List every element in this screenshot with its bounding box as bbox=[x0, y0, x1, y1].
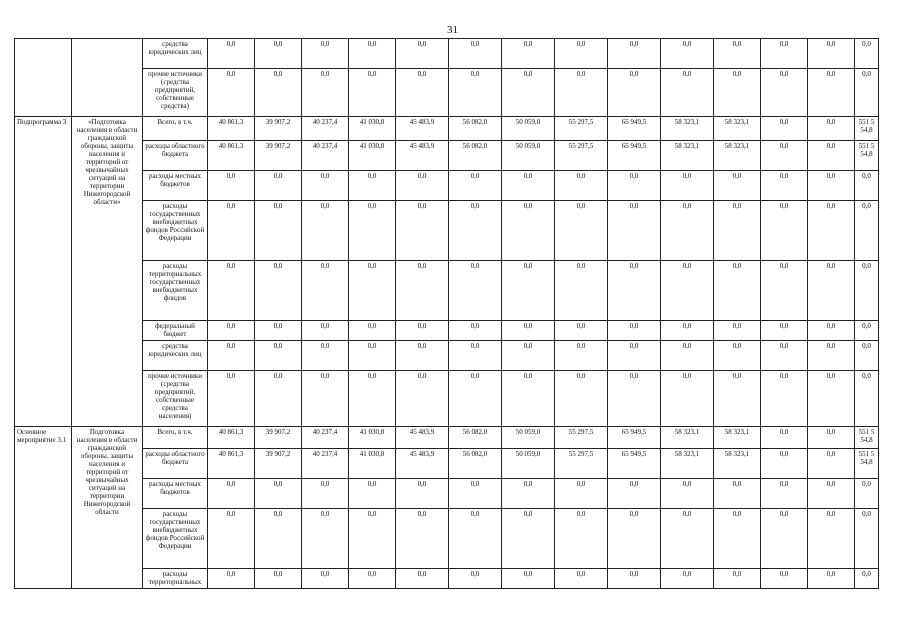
value-cell: 0,0 bbox=[255, 39, 302, 69]
value-cell: 0,0 bbox=[855, 171, 879, 201]
value-cell: 0,0 bbox=[808, 449, 855, 479]
value-cell: 58 323,1 bbox=[661, 449, 714, 479]
value-cell: 0,0 bbox=[255, 569, 302, 589]
value-cell: 50 059,0 bbox=[502, 141, 555, 171]
value-cell: 0,0 bbox=[555, 371, 608, 427]
value-cell: 0,0 bbox=[808, 69, 855, 117]
table-row bbox=[15, 261, 879, 321]
value-cell: 0,0 bbox=[761, 141, 808, 171]
value-cell: 0,0 bbox=[449, 509, 502, 569]
value-cell: 0,0 bbox=[449, 69, 502, 117]
value-cell: 0,0 bbox=[255, 509, 302, 569]
table-row bbox=[15, 39, 879, 69]
value-cell: 50 059,0 bbox=[502, 427, 555, 449]
value-cell: 0,0 bbox=[502, 321, 555, 341]
value-cell: 551 554,8 bbox=[855, 141, 879, 171]
value-cell: 0,0 bbox=[608, 201, 661, 261]
value-cell: 0,0 bbox=[855, 509, 879, 569]
value-cell: 0,0 bbox=[661, 171, 714, 201]
value-cell: 45 483,9 bbox=[396, 427, 449, 449]
program-cell bbox=[15, 39, 72, 117]
value-cell: 0,0 bbox=[349, 479, 396, 509]
value-cell: 55 297,5 bbox=[555, 449, 608, 479]
value-cell: 0,0 bbox=[555, 261, 608, 321]
value-cell: 0,0 bbox=[808, 569, 855, 589]
funding-source-cell: расходы государственных внебюджетных фондов Российской Федерации bbox=[143, 509, 208, 569]
value-cell: 56 082,0 bbox=[449, 141, 502, 171]
value-cell: 0,0 bbox=[302, 171, 349, 201]
value-cell: 0,0 bbox=[396, 321, 449, 341]
value-cell: 0,0 bbox=[661, 201, 714, 261]
value-cell: 551 554,8 bbox=[855, 117, 879, 141]
value-cell: 0,0 bbox=[761, 427, 808, 449]
funding-source-cell: Всего, в т.ч. bbox=[143, 117, 208, 141]
table-row bbox=[15, 427, 879, 449]
value-cell: 0,0 bbox=[396, 201, 449, 261]
value-cell: 0,0 bbox=[502, 569, 555, 589]
funding-source-cell: расходы местных бюджетов bbox=[143, 479, 208, 509]
value-cell: 0,0 bbox=[396, 171, 449, 201]
table-row bbox=[15, 117, 879, 141]
table-row bbox=[15, 569, 879, 589]
funding-source-cell: расходы территориальных государственных внебюджетных фондов bbox=[143, 261, 208, 321]
value-cell: 0,0 bbox=[855, 341, 879, 371]
value-cell: 0,0 bbox=[761, 321, 808, 341]
value-cell: 0,0 bbox=[255, 479, 302, 509]
value-cell: 58 323,1 bbox=[714, 449, 761, 479]
program-name-cell bbox=[72, 39, 143, 117]
value-cell: 40 237,4 bbox=[302, 141, 349, 171]
value-cell: 0,0 bbox=[714, 39, 761, 69]
value-cell: 0,0 bbox=[255, 171, 302, 201]
value-cell: 58 323,1 bbox=[661, 427, 714, 449]
value-cell: 0,0 bbox=[661, 509, 714, 569]
value-cell: 0,0 bbox=[608, 261, 661, 321]
value-cell: 0,0 bbox=[302, 569, 349, 589]
value-cell: 0,0 bbox=[761, 449, 808, 479]
funding-source-cell: расходы местных бюджетов bbox=[143, 171, 208, 201]
value-cell: 551 554,8 bbox=[855, 427, 879, 449]
table-row bbox=[15, 171, 879, 201]
value-cell: 0,0 bbox=[349, 569, 396, 589]
value-cell: 0,0 bbox=[808, 261, 855, 321]
value-cell: 0,0 bbox=[761, 171, 808, 201]
value-cell: 56 082,0 bbox=[449, 117, 502, 141]
value-cell: 0,0 bbox=[761, 341, 808, 371]
value-cell: 0,0 bbox=[714, 261, 761, 321]
funding-source-cell: расходы территориальных bbox=[143, 569, 208, 589]
value-cell: 56 082,0 bbox=[449, 449, 502, 479]
value-cell: 0,0 bbox=[208, 341, 255, 371]
value-cell: 0,0 bbox=[555, 341, 608, 371]
value-cell: 65 949,5 bbox=[608, 141, 661, 171]
value-cell: 0,0 bbox=[714, 69, 761, 117]
value-cell: 0,0 bbox=[808, 509, 855, 569]
table-row bbox=[15, 69, 879, 117]
program-cell: Подпрограмма 3 bbox=[15, 117, 72, 427]
table-body bbox=[15, 39, 879, 589]
value-cell: 40 861,3 bbox=[208, 427, 255, 449]
value-cell: 0,0 bbox=[808, 341, 855, 371]
value-cell: 39 907,2 bbox=[255, 141, 302, 171]
value-cell: 0,0 bbox=[714, 509, 761, 569]
value-cell: 0,0 bbox=[449, 171, 502, 201]
value-cell: 0,0 bbox=[555, 201, 608, 261]
table-row bbox=[15, 371, 879, 427]
value-cell: 0,0 bbox=[255, 341, 302, 371]
program-name-cell: Подготовка населения в области гражданской обороны, защиты населения и территорий от чрезвычайных ситуаций на территории Нижегородской области bbox=[72, 427, 143, 589]
value-cell: 0,0 bbox=[349, 371, 396, 427]
value-cell: 40 861,3 bbox=[208, 141, 255, 171]
value-cell: 0,0 bbox=[302, 69, 349, 117]
value-cell: 58 323,1 bbox=[714, 141, 761, 171]
value-cell: 41 030,8 bbox=[349, 427, 396, 449]
value-cell: 0,0 bbox=[608, 171, 661, 201]
value-cell: 41 030,8 bbox=[349, 117, 396, 141]
value-cell: 45 483,9 bbox=[396, 117, 449, 141]
value-cell: 0,0 bbox=[302, 201, 349, 261]
value-cell: 0,0 bbox=[808, 371, 855, 427]
value-cell: 0,0 bbox=[349, 171, 396, 201]
value-cell: 0,0 bbox=[396, 69, 449, 117]
value-cell: 0,0 bbox=[449, 201, 502, 261]
value-cell: 0,0 bbox=[502, 261, 555, 321]
value-cell: 0,0 bbox=[761, 39, 808, 69]
value-cell: 0,0 bbox=[714, 201, 761, 261]
value-cell: 0,0 bbox=[502, 39, 555, 69]
value-cell: 0,0 bbox=[349, 321, 396, 341]
value-cell: 0,0 bbox=[555, 321, 608, 341]
value-cell: 0,0 bbox=[661, 39, 714, 69]
value-cell: 0,0 bbox=[396, 341, 449, 371]
value-cell: 0,0 bbox=[555, 39, 608, 69]
funding-source-cell: расходы областного бюджета bbox=[143, 449, 208, 479]
value-cell: 0,0 bbox=[255, 321, 302, 341]
value-cell: 0,0 bbox=[808, 117, 855, 141]
value-cell: 0,0 bbox=[608, 69, 661, 117]
value-cell: 45 483,9 bbox=[396, 449, 449, 479]
value-cell: 0,0 bbox=[855, 569, 879, 589]
value-cell: 0,0 bbox=[714, 371, 761, 427]
value-cell: 39 907,2 bbox=[255, 117, 302, 141]
value-cell: 0,0 bbox=[808, 39, 855, 69]
value-cell: 0,0 bbox=[761, 117, 808, 141]
value-cell: 0,0 bbox=[349, 341, 396, 371]
table-row bbox=[15, 141, 879, 171]
value-cell: 0,0 bbox=[502, 479, 555, 509]
value-cell: 0,0 bbox=[808, 321, 855, 341]
value-cell: 58 323,1 bbox=[661, 141, 714, 171]
value-cell: 0,0 bbox=[714, 321, 761, 341]
value-cell: 0,0 bbox=[208, 39, 255, 69]
value-cell: 0,0 bbox=[808, 141, 855, 171]
value-cell: 0,0 bbox=[855, 479, 879, 509]
funding-source-cell: средства юридических лиц bbox=[143, 341, 208, 371]
value-cell: 0,0 bbox=[855, 321, 879, 341]
value-cell: 0,0 bbox=[396, 509, 449, 569]
value-cell: 0,0 bbox=[714, 171, 761, 201]
value-cell: 58 323,1 bbox=[714, 117, 761, 141]
value-cell: 39 907,2 bbox=[255, 449, 302, 479]
value-cell: 0,0 bbox=[396, 371, 449, 427]
value-cell: 0,0 bbox=[396, 39, 449, 69]
value-cell: 0,0 bbox=[761, 509, 808, 569]
value-cell: 0,0 bbox=[396, 261, 449, 321]
value-cell: 0,0 bbox=[608, 321, 661, 341]
value-cell: 0,0 bbox=[555, 479, 608, 509]
value-cell: 0,0 bbox=[449, 39, 502, 69]
program-name-cell: «Подготовка населения в области гражданской обороны, защиты населения и территорий от чрезвычайных ситуаций на территории Нижегородской области» bbox=[72, 117, 143, 427]
value-cell: 0,0 bbox=[208, 69, 255, 117]
value-cell: 551 554,8 bbox=[855, 449, 879, 479]
value-cell: 0,0 bbox=[396, 569, 449, 589]
value-cell: 0,0 bbox=[449, 321, 502, 341]
value-cell: 40 861,3 bbox=[208, 449, 255, 479]
value-cell: 65 949,5 bbox=[608, 427, 661, 449]
value-cell: 0,0 bbox=[449, 371, 502, 427]
value-cell: 0,0 bbox=[302, 321, 349, 341]
value-cell: 0,0 bbox=[208, 509, 255, 569]
value-cell: 0,0 bbox=[449, 569, 502, 589]
value-cell: 65 949,5 bbox=[608, 117, 661, 141]
value-cell: 0,0 bbox=[255, 201, 302, 261]
table-row bbox=[15, 201, 879, 261]
value-cell: 0,0 bbox=[302, 39, 349, 69]
value-cell: 0,0 bbox=[208, 171, 255, 201]
value-cell: 55 297,5 bbox=[555, 117, 608, 141]
program-cell: Основное мероприятие 3.1 bbox=[15, 427, 72, 589]
value-cell: 0,0 bbox=[661, 261, 714, 321]
value-cell: 0,0 bbox=[555, 569, 608, 589]
table-row bbox=[15, 479, 879, 509]
value-cell: 58 323,1 bbox=[714, 427, 761, 449]
value-cell: 0,0 bbox=[208, 321, 255, 341]
value-cell: 0,0 bbox=[661, 341, 714, 371]
value-cell: 0,0 bbox=[808, 171, 855, 201]
value-cell: 0,0 bbox=[661, 569, 714, 589]
value-cell: 0,0 bbox=[661, 69, 714, 117]
funding-source-cell: федеральный бюджет bbox=[143, 321, 208, 341]
value-cell: 0,0 bbox=[761, 371, 808, 427]
table-row bbox=[15, 509, 879, 569]
value-cell: 40 237,4 bbox=[302, 427, 349, 449]
value-cell: 40 237,4 bbox=[302, 449, 349, 479]
value-cell: 0,0 bbox=[661, 479, 714, 509]
funding-source-cell: прочие источники (средства предприятий, собственные средства населения) bbox=[143, 371, 208, 427]
value-cell: 45 483,9 bbox=[396, 141, 449, 171]
funding-source-cell: Всего, в т.ч. bbox=[143, 427, 208, 449]
value-cell: 0,0 bbox=[502, 509, 555, 569]
value-cell: 0,0 bbox=[255, 261, 302, 321]
value-cell: 0,0 bbox=[761, 569, 808, 589]
value-cell: 0,0 bbox=[502, 171, 555, 201]
value-cell: 0,0 bbox=[608, 341, 661, 371]
value-cell: 0,0 bbox=[608, 509, 661, 569]
value-cell: 0,0 bbox=[855, 69, 879, 117]
value-cell: 0,0 bbox=[714, 479, 761, 509]
funding-source-cell: расходы государственных внебюджетных фондов Российской Федерации bbox=[143, 201, 208, 261]
value-cell: 0,0 bbox=[502, 341, 555, 371]
value-cell: 0,0 bbox=[555, 509, 608, 569]
value-cell: 0,0 bbox=[608, 371, 661, 427]
table-row bbox=[15, 341, 879, 371]
value-cell: 65 949,5 bbox=[608, 449, 661, 479]
value-cell: 0,0 bbox=[502, 201, 555, 261]
value-cell: 0,0 bbox=[761, 261, 808, 321]
value-cell: 0,0 bbox=[555, 69, 608, 117]
value-cell: 56 082,0 bbox=[449, 427, 502, 449]
value-cell: 0,0 bbox=[208, 201, 255, 261]
value-cell: 0,0 bbox=[255, 371, 302, 427]
value-cell: 55 297,5 bbox=[555, 427, 608, 449]
value-cell: 0,0 bbox=[396, 479, 449, 509]
value-cell: 0,0 bbox=[761, 201, 808, 261]
value-cell: 50 059,0 bbox=[502, 449, 555, 479]
value-cell: 0,0 bbox=[855, 201, 879, 261]
value-cell: 0,0 bbox=[661, 371, 714, 427]
value-cell: 0,0 bbox=[761, 479, 808, 509]
value-cell: 39 907,2 bbox=[255, 427, 302, 449]
value-cell: 0,0 bbox=[302, 479, 349, 509]
value-cell: 0,0 bbox=[855, 371, 879, 427]
value-cell: 0,0 bbox=[808, 201, 855, 261]
value-cell: 0,0 bbox=[714, 341, 761, 371]
funding-source-cell: прочие источники (средства предприятий, собственные средства) bbox=[143, 69, 208, 117]
funding-source-cell: расходы областного бюджета bbox=[143, 141, 208, 171]
value-cell: 0,0 bbox=[714, 569, 761, 589]
table-row bbox=[15, 449, 879, 479]
value-cell: 0,0 bbox=[349, 39, 396, 69]
value-cell: 0,0 bbox=[449, 479, 502, 509]
value-cell: 0,0 bbox=[302, 261, 349, 321]
value-cell: 0,0 bbox=[555, 171, 608, 201]
page-number: 31 bbox=[447, 24, 458, 36]
value-cell: 41 030,8 bbox=[349, 141, 396, 171]
value-cell: 0,0 bbox=[208, 569, 255, 589]
value-cell: 0,0 bbox=[502, 69, 555, 117]
value-cell: 0,0 bbox=[608, 569, 661, 589]
value-cell: 0,0 bbox=[349, 261, 396, 321]
value-cell: 0,0 bbox=[608, 479, 661, 509]
value-cell: 0,0 bbox=[808, 479, 855, 509]
value-cell: 55 297,5 bbox=[555, 141, 608, 171]
value-cell: 58 323,1 bbox=[661, 117, 714, 141]
value-cell: 0,0 bbox=[208, 371, 255, 427]
value-cell: 0,0 bbox=[349, 509, 396, 569]
value-cell: 0,0 bbox=[855, 39, 879, 69]
value-cell: 0,0 bbox=[608, 39, 661, 69]
value-cell: 40 237,4 bbox=[302, 117, 349, 141]
value-cell: 41 030,8 bbox=[349, 449, 396, 479]
value-cell: 0,0 bbox=[349, 201, 396, 261]
value-cell: 40 861,3 bbox=[208, 117, 255, 141]
value-cell: 0,0 bbox=[502, 371, 555, 427]
budget-table bbox=[14, 38, 879, 589]
value-cell: 0,0 bbox=[302, 371, 349, 427]
value-cell: 0,0 bbox=[302, 341, 349, 371]
table-row bbox=[15, 321, 879, 341]
value-cell: 0,0 bbox=[255, 69, 302, 117]
value-cell: 0,0 bbox=[449, 261, 502, 321]
value-cell: 0,0 bbox=[208, 261, 255, 321]
value-cell: 50 059,0 bbox=[502, 117, 555, 141]
value-cell: 0,0 bbox=[661, 321, 714, 341]
value-cell: 0,0 bbox=[449, 341, 502, 371]
value-cell: 0,0 bbox=[808, 427, 855, 449]
value-cell: 0,0 bbox=[761, 69, 808, 117]
value-cell: 0,0 bbox=[349, 69, 396, 117]
value-cell: 0,0 bbox=[208, 479, 255, 509]
value-cell: 0,0 bbox=[855, 261, 879, 321]
value-cell: 0,0 bbox=[302, 509, 349, 569]
funding-source-cell: средства юридических лиц bbox=[143, 39, 208, 69]
